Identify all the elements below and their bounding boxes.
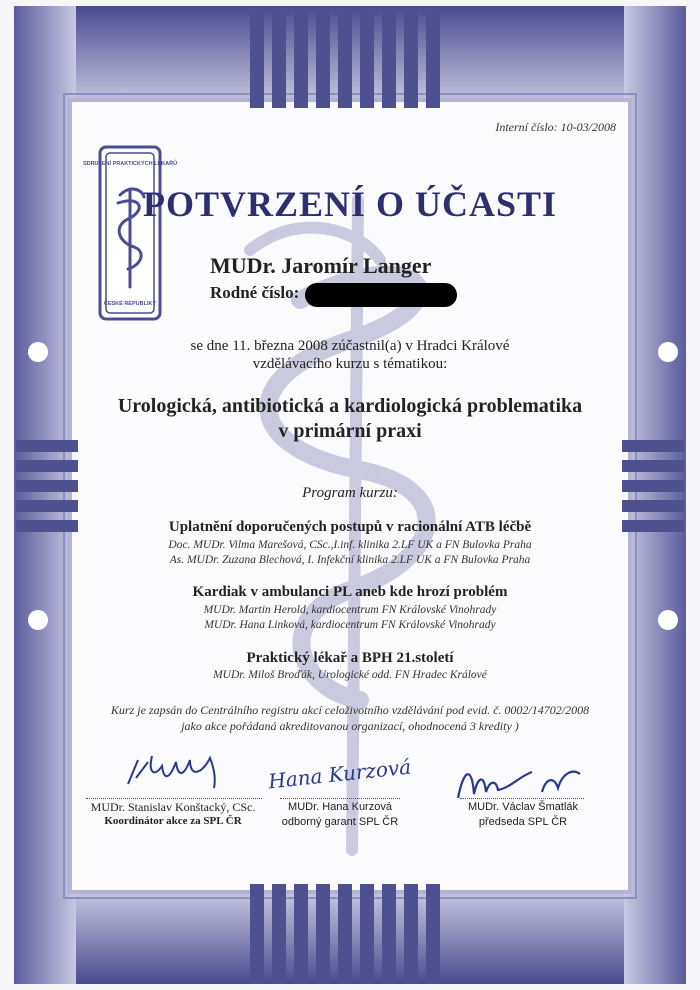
registry-line-2: jako akce pořádaná akreditovanou organizací, ohodnocená 3 kredity )	[181, 719, 519, 733]
topic-line-1: Urologická, antibiotická a kardiologická problematika	[117, 395, 583, 417]
registry-line-1: Kurz je zapsán do Centrálního registru akcí celoživotního vzdělávání pod evid. č. 0002/14702/2008	[110, 703, 590, 717]
signatory-role: odborný garant SPL ČR	[281, 816, 399, 828]
signatory-role: předseda SPL ČR	[478, 816, 568, 828]
signature-scribble	[118, 748, 248, 798]
participant-name: MUDr. Jaromír Langer	[210, 253, 432, 278]
statement-line-2: vzdělávacího kurzu s tématikou:	[252, 356, 448, 372]
program-item-speaker: As. MUDr. Zuzana Blechová, I. Infekční klinika 2.LF UK a FN Bulovka Praha	[169, 554, 531, 566]
spl-logo	[82, 145, 178, 321]
redaction-bar	[305, 283, 457, 307]
program-item-title: Uplatnění doporučených postupů v racionální ATB léčbě	[168, 519, 532, 535]
signature-line	[280, 798, 400, 799]
program-item-speaker: Doc. MUDr. Vilma Marešová, CSc.,I.inf. klinika 2.LF UK a FN Bulovka Praha	[168, 539, 532, 551]
internal-number: Interní číslo: 10-03/2008	[495, 120, 616, 134]
signatory-role: Koordinátor akce za SPL ČR	[104, 815, 242, 827]
program-item-speaker: MUDr. Miloš Broďák, Urologické odd. FN Hradec Králové	[213, 669, 487, 681]
program-item-title: Praktický lékař a BPH 21.století	[246, 650, 454, 666]
topic-line-2: v primární praxi	[278, 420, 422, 442]
logo-bottom-text: ČESKÉ REPUBLIKY	[103, 301, 157, 307]
birth-number-label: Rodné číslo:	[210, 283, 300, 302]
signatory-name: MUDr. Václav Šmatlák	[467, 801, 579, 813]
signature-handwriting: Hana Kurzová	[267, 754, 413, 794]
program-heading: Program kurzu:	[302, 485, 398, 501]
signature-line	[460, 798, 584, 799]
program-item-title: Kardiak v ambulanci PL aneb kde hrozí problém	[192, 584, 508, 600]
statement-line-1: se dne 11. března 2008 zúčastnil(a) v Hradci Králové	[190, 338, 510, 354]
signature-line	[86, 798, 262, 799]
program-item-speaker: MUDr. Martin Herold, kardiocentrum FN Královské Vinohrady	[203, 604, 497, 616]
signatory-name: MUDr. Hana Kurzová	[288, 801, 392, 813]
certificate-title: POTVRZENÍ O ÚČASTI	[142, 184, 558, 224]
logo-top-text: SDRUŽENÍ PRAKTICKÝCH LÉKAŘŮ	[82, 161, 178, 167]
program-item-speaker: MUDr. Hana Linková, kardiocentrum FN Královské Vinohrady	[204, 619, 496, 631]
signatory-name: MUDr. Stanislav Konštacký, CSc.	[90, 800, 256, 814]
